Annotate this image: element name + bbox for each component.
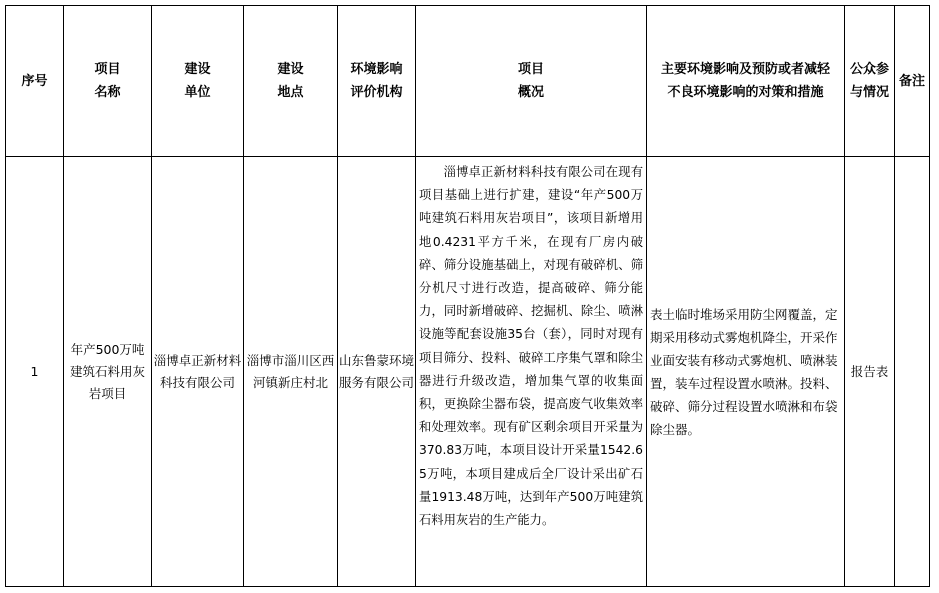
header-public-participation: 公众参 与情况 — [845, 6, 895, 157]
header-measures: 主要环境影响及预防或者减轻 不良环境影响的对策和措施 — [647, 6, 845, 157]
overview-text: 淄博卓正新材料科技有限公司在现有项目基础上进行扩建，建设“年产500万吨建筑石料用灰岩项目”，该项目新增用地0.4231平方千米，在现有厂房内破碎、筛分设施基础上，对现有破碎机、筛分机尺寸进行改造，提高破碎、筛分能力，同时新增破碎、挖掘机、除尘、喷淋设施等配套设施35台（套），同时对现有项目筛分、投料、破碎工序集气罩和除尘器进行升级改造，增加集气罩的收集面积，更换除尘器布袋，提高废气收集效率和处理效率。现有矿区剩余项目开采量为370.83万吨，本项目设计开采量1542.65万吨，本项目建成后全厂设计采出矿石量1913.48万吨，达到年产500万吨建筑石料用灰岩的生产能力。 — [419, 165, 643, 528]
cell-eia-agency: 山东鲁蒙环境服务有限公司 — [338, 157, 416, 587]
header-eia-agency: 环境影响 评价机构 — [338, 6, 416, 157]
cell-remark — [895, 157, 930, 587]
header-remark: 备注 — [895, 6, 930, 157]
cell-public-participation: 报告表 — [845, 157, 895, 587]
table-row — [6, 157, 930, 587]
eia-project-table — [5, 5, 930, 587]
cell-project-overview — [416, 157, 647, 587]
cell-construction-location: 淄博市淄川区西河镇新庄村北 — [244, 157, 338, 587]
cell-measures: 表土临时堆场采用防尘网覆盖，定期采用移动式雾炮机降尘，开采作业面安装有移动式雾炮机、喷淋装置，装车过程设置水喷淋。投料、破碎、筛分过程设置水喷淋和布袋除尘器。 — [647, 157, 845, 587]
header-construction-unit: 建设 单位 — [152, 6, 244, 157]
cell-seq: 1 — [6, 157, 64, 587]
header-seq: 序号 — [6, 6, 64, 157]
cell-project-name: 年产500万吨建筑石料用灰岩项目 — [64, 157, 152, 587]
header-row — [6, 6, 930, 157]
cell-construction-unit: 淄博卓正新材料科技有限公司 — [152, 157, 244, 587]
header-project-name: 项目 名称 — [64, 6, 152, 157]
header-construction-location: 建设 地点 — [244, 6, 338, 157]
header-project-overview: 项目 概况 — [416, 6, 647, 157]
